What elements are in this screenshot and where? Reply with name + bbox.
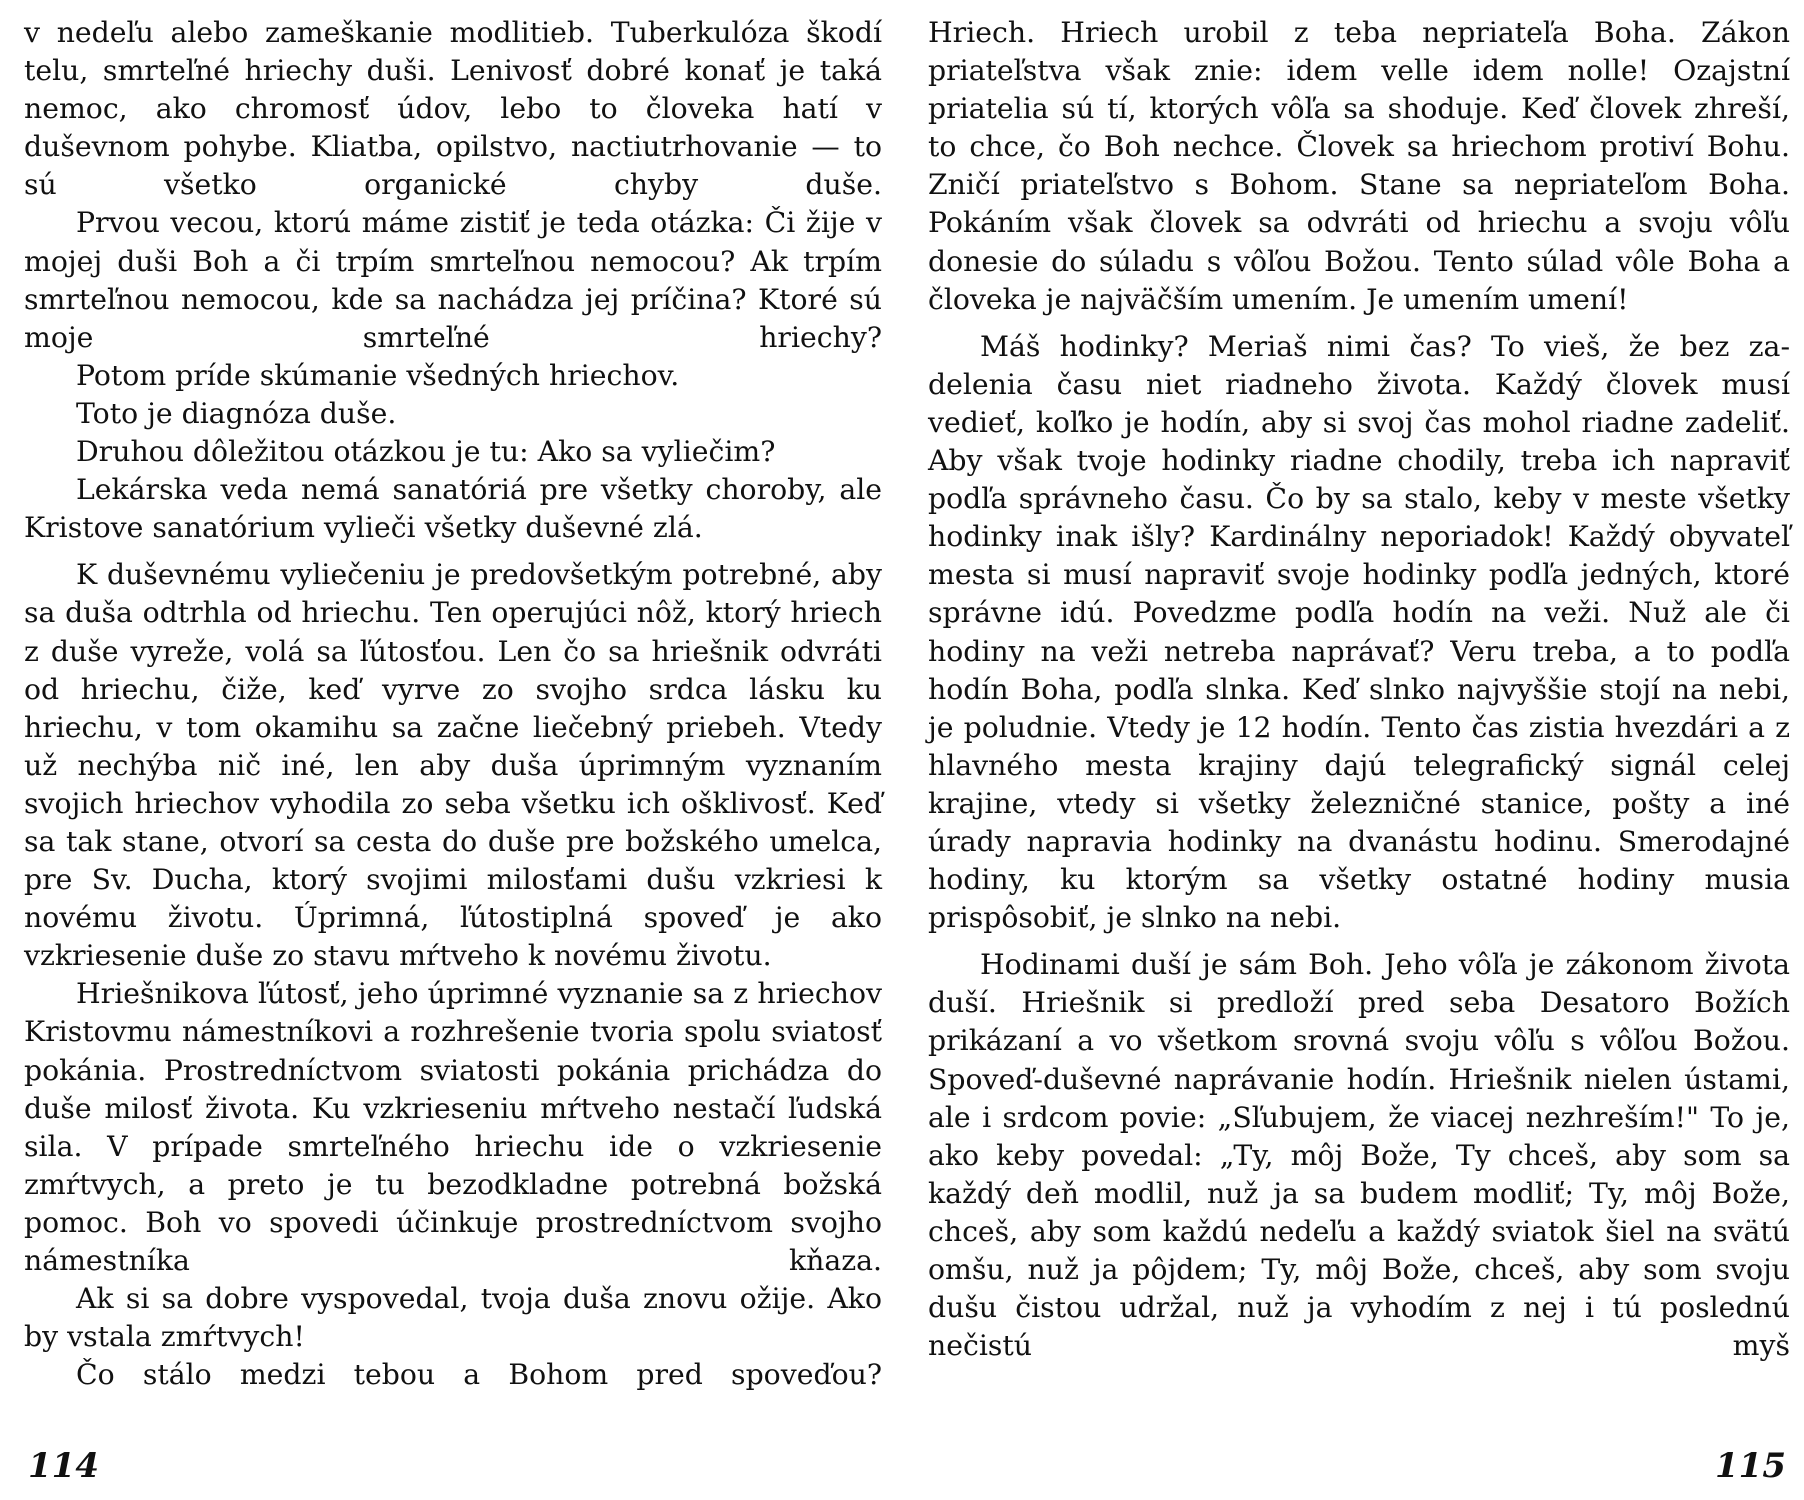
right-text-column	[928, 14, 1790, 1365]
paragraph: Toto je diagnóza duše.	[76, 396, 397, 430]
paragraph: K duševnému vyliečeniu je predovšetkým potrebné, aby sa duša odtrhla od hriechu. Ten operujúci nôž, ktorý hriech z duše vyreže, volá sa ľútosťou. Len čo sa hriešnik odvráti od hriechu, čiže, keď vyrve zo svojho srdca lásku ku hriechu, v tom okamihu sa začne liečebný priebeh. Vtedy už nechýba nič iné, len aby duša úprimným vyznaním svojich hriechov vyhodila zo seba všetku ich ošklivosť. Keď sa tak stane, otvorí sa cesta do duše pre božského umelca, pre Sv. Ducha, ktorý svojimi milosťami dušu vzkriesi k novému životu. Úprimná, ľútostiplná spoveď je ako vzkriesenie duše zo stavu mŕtveho k novému životu.	[24, 558, 882, 973]
paragraph: Ak si sa dobre vyspovedal, tvoja duša znovu ožije. Ako by vstala zmŕtvych!	[24, 1282, 882, 1354]
paragraph: Hodinami duší je sám Boh. Jeho vôľa je zákonom života duší. Hriešnik si predloží pred seba Desatoro Božích prikázaní a vo všetkom srovná svoju vôľu s vôľou Božou. Spoveď-duševné naprávanie hodín. Hriešnik nielen ústami, ale i srdcom povie: „Sľubujem, že viacej nezhreším!" To je, ako keby povedal: „Ty, môj Bože, Ty chceš, aby som sa každý deň modlil, nuž ja sa budem modliť; Ty, môj Bože, chceš, aby som každú nedeľu a každý sviatok šiel na svätú omšu, nuž ja pôjdem; Ty, môj Bože, chceš, aby som svoju dušu čistou udržal, nuž ja vyhodím z nej i tú poslednú nečistú myš	[928, 948, 1790, 1363]
paragraph: Hriech. Hriech urobil z teba nepriateľa Boha. Zákon priateľstva však znie: idem velle idem nolle! Ozajstní priatelia sú tí, ktorých vôľa sa shoduje. Keď človek zhreší, to chce, čo Boh nechce. Človek sa hriechom protiví Bohu. Zničí priateľstvo s Bohom. Stane sa nepriateľom Boha. Pokáním však človek sa odvráti od hriechu a svoju vôľu donesie do súladu s vôľou Božou. Tento súlad vôle Boha a človeka je najväčším umením. Je umením umení!	[928, 16, 1790, 316]
paragraph: Lekárska veda nemá sanatóriá pre všetky choroby, ale Kristove sanatórium vylieči všetky duševné zlá.	[24, 473, 882, 545]
paragraph: v nedeľu alebo zameškanie modlitieb. Tuberkulóza škodí telu, smrteľné hriechy duši. Lenivosť dobré konať je taká nemoc, ako chromosť údov, lebo to človeka hatí v duševnom pohybe. Kliatba, opilstvo, nactiutrhovanie — to sú všetko organické chyby duše.	[24, 16, 882, 202]
paragraph: Potom príde skúmanie všedných hriechov.	[76, 358, 680, 392]
page-number: 114	[28, 1446, 99, 1486]
page-number: 115	[1715, 1446, 1786, 1486]
paragraph: Hriešnikova ľútosť, jeho úprimné vyznanie sa z hriechov Kristovmu námestníkovi a rozhrešenie tvoria spolu sviatosť pokánia. Prostredníctvom sviatosti pokánia prichádza do duše milosť života. Ku vzkrieseniu mŕtveho nestačí ľudská sila. V prípade smrteľného hriechu ide o vzkriesenie zmŕtvych, a preto je tu bezodkladne potrebná božská pomoc. Boh vo spovedi účinkuje prostredníctvom svojho námestníka kňaza.	[24, 977, 882, 1277]
left-text-column	[24, 14, 882, 1394]
paragraph: Druhou dôležitou otázkou je tu: Ako sa vyliečim?	[76, 435, 776, 469]
paragraph: Máš hodinky? Meriaš nimi čas? To vieš, že bez zadelenia času niet riadneho života. Každý človek musí vedieť, koľko je hodín, aby si svoj čas mohol riadne zadeliť. Aby však tvoje hodinky riadne chodily, treba ich napraviť podľa správneho času. Čo by sa stalo, keby v meste všetky hodinky inak išly? Kardinálny neporiadok! Každý obyvateľ mesta si musí napraviť svoje hodinky podľa jedných, ktoré správne idú. Povedzme podľa hodín na veži. Nuž ale či hodiny na veži netreba naprávať? Veru treba, a to podľa hodín Boha, podľa slnka. Keď slnko najvyššie stojí na nebi, je poludnie. Vtedy je 12 hodín. Tento čas zistia hvezdári a z hlavného mesta krajiny dajú telegrafický signál celej krajine, vtedy si všetky železničné stanice, pošty a iné úrady napravia hodinky na dvanástu hodinu. Smerodajné hodiny, ku ktorým sa všetky ostatné hodiny musia prispôsobiť, je slnko na nebi.	[928, 329, 1790, 935]
paragraph: Prvou vecou, ktorú máme zistiť je teda otázka: Či žije v mojej duši Boh a či trpím smrteľnou nemocou? Ak trpím smrteľnou nemocou, kde sa nachádza jej príčina? Ktoré sú moje smrteľné hriechy?	[24, 206, 882, 354]
right-page	[928, 14, 1790, 1494]
paragraph: Čo stálo medzi tebou a Bohom pred spoveďou?	[76, 1358, 882, 1392]
left-page	[24, 14, 882, 1494]
